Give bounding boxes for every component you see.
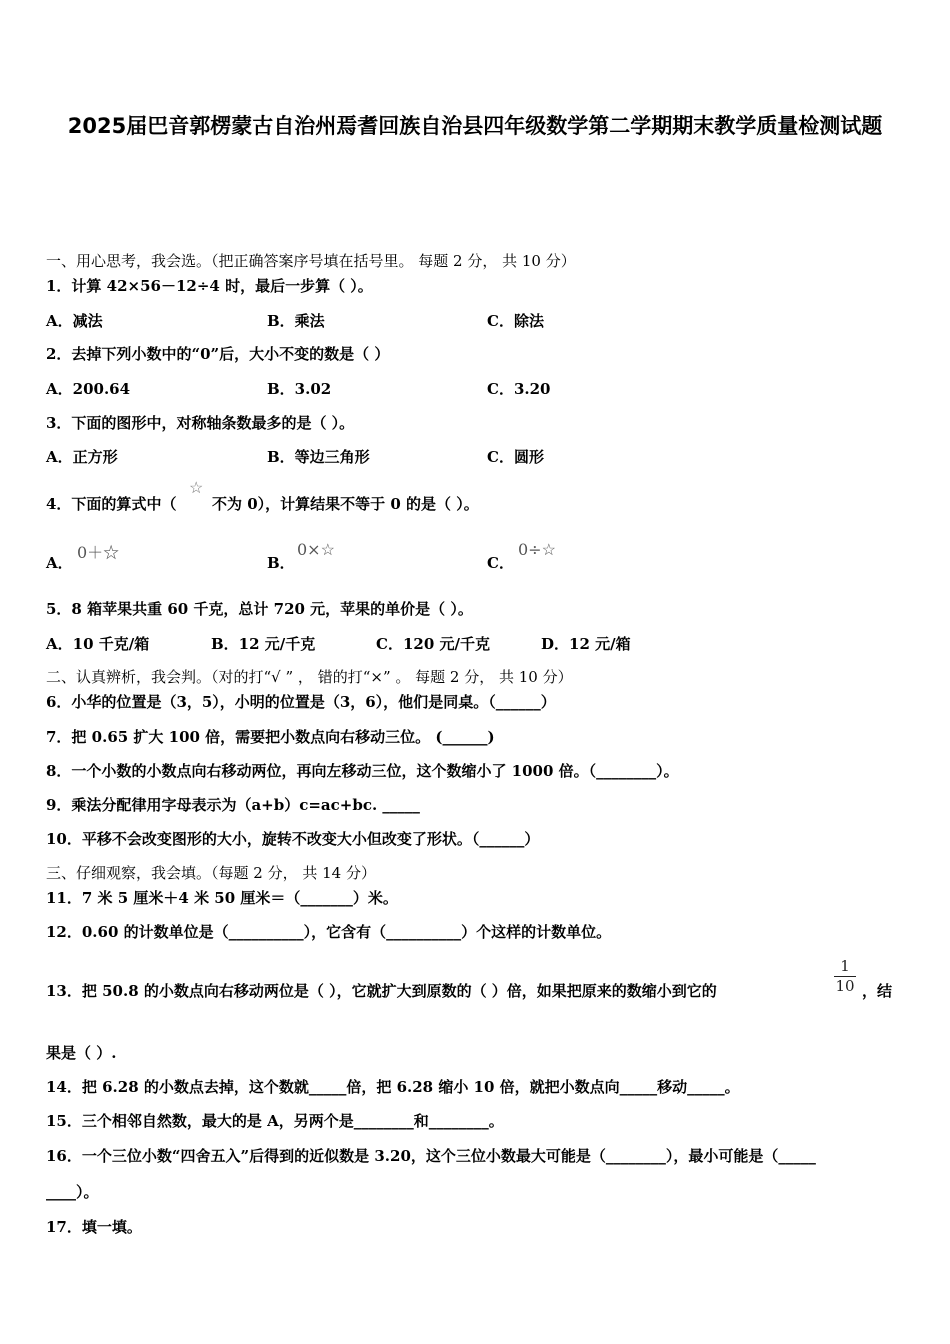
question-11: 11．7 米 5 厘米＋4 米 50 厘米＝（_______）米。 <box>46 889 398 907</box>
q3-option-c: C．圆形 <box>487 448 544 466</box>
q5-option-a: A．10 千克/箱 <box>46 635 150 653</box>
question-2: 2．去掉下列小数中的“0”后，大小不变的数是（ ） <box>46 345 390 363</box>
q3-option-b: B．等边三角形 <box>267 448 370 466</box>
question-13-line-2: 果是（ ）. <box>46 1044 117 1062</box>
question-6: 6．小华的位置是（3，5），小明的位置是（3，6），他们是同桌。（______） <box>46 693 556 711</box>
q4-expr-b: 0×☆ <box>297 540 335 559</box>
q5-option-d: D．12 元/箱 <box>541 635 631 653</box>
q4-option-c: C． <box>487 554 514 572</box>
q2-option-b: B．3.02 <box>267 380 332 398</box>
question-5: 5．8 箱苹果共重 60 千克，总计 720 元，苹果的单价是（ ）。 <box>46 600 473 618</box>
page-title: 2025届巴音郭楞蒙古自治州焉耆回族自治县四年级数学第二学期期末教学质量检测试题 <box>67 114 883 138</box>
star-symbol: ☆ <box>189 478 204 497</box>
question-16-line-1: 16．一个三位小数“四舍五入”后得到的近似数是 3.20，这个三位小数最大可能是（________），最小可能是（_____ <box>46 1147 816 1165</box>
question-13-tail: ，结 <box>862 982 893 1000</box>
fraction-numerator: 1 <box>840 957 850 975</box>
question-4-post: 不为 0），计算结果不等于 0 的是（ ）。 <box>212 495 479 513</box>
q1-option-a: A．减法 <box>46 312 103 330</box>
question-7: 7．把 0.65 扩大 100 倍，需要把小数点向右移动三位。 (______) <box>46 728 495 746</box>
q5-option-b: B．12 元/千克 <box>211 635 316 653</box>
question-10: 10．平移不会改变图形的大小，旋转不改变大小但改变了形状。（______） <box>46 830 540 848</box>
section-3-heading: 三、仔细观察，我会填。（每题 2 分， 共 14 分） <box>46 864 376 882</box>
question-3: 3．下面的图形中，对称轴条数最多的是（ ）。 <box>46 414 355 432</box>
question-4-pre: 4．下面的算式中（ <box>46 495 177 513</box>
question-17: 17．填一填。 <box>46 1218 142 1236</box>
question-15: 15．三个相邻自然数，最大的是 A，另两个是________和________。 <box>46 1112 504 1130</box>
question-9: 9．乘法分配律用字母表示为（a+b）c=ac+bc. _____ <box>46 796 420 814</box>
q2-option-a: A．200.64 <box>46 380 131 398</box>
question-1: 1．计算 42×56－12÷4 时，最后一步算（ ）。 <box>46 277 373 295</box>
q1-option-b: B．乘法 <box>267 312 325 330</box>
question-12: 12．0.60 的计数单位是（__________），它含有（__________）个这样的计数单位。 <box>46 923 612 941</box>
section-1-heading: 一、用心思考，我会选。（把正确答案序号填在括号里。 每题 2 分， 共 10 分） <box>46 252 576 270</box>
question-13-line-1: 13．把 50.8 的小数点向右移动两位是（ ），它就扩大到原数的（ ）倍，如果把原来的数缩小到它的 <box>46 982 717 1000</box>
q2-option-c: C．3.20 <box>487 380 551 398</box>
question-16-line-2: ____）。 <box>46 1183 99 1201</box>
q3-option-a: A．正方形 <box>46 448 118 466</box>
q1-option-c: C．除法 <box>487 312 544 330</box>
question-14: 14．把 6.28 的小数点去掉，这个数就_____倍，把 6.28 缩小 10 倍，就把小数点向_____移动_____。 <box>46 1078 740 1096</box>
question-8: 8．一个小数的小数点向右移动两位，再向左移动三位，这个数缩小了 1000 倍。（________）。 <box>46 762 679 780</box>
q4-expr-a: 0＋☆ <box>77 543 120 562</box>
q5-option-c: C．120 元/千克 <box>376 635 490 653</box>
q4-option-a: A． <box>46 554 73 572</box>
section-2-heading: 二、认真辨析，我会判。（对的打“√ ” ， 错的打“×” 。 每题 2 分， 共 10 分） <box>46 668 573 686</box>
q4-expr-c: 0÷☆ <box>518 540 556 559</box>
q4-option-b: B． <box>267 554 295 572</box>
fraction-one-tenth <box>834 958 856 995</box>
fraction-denominator: 10 <box>835 977 855 995</box>
